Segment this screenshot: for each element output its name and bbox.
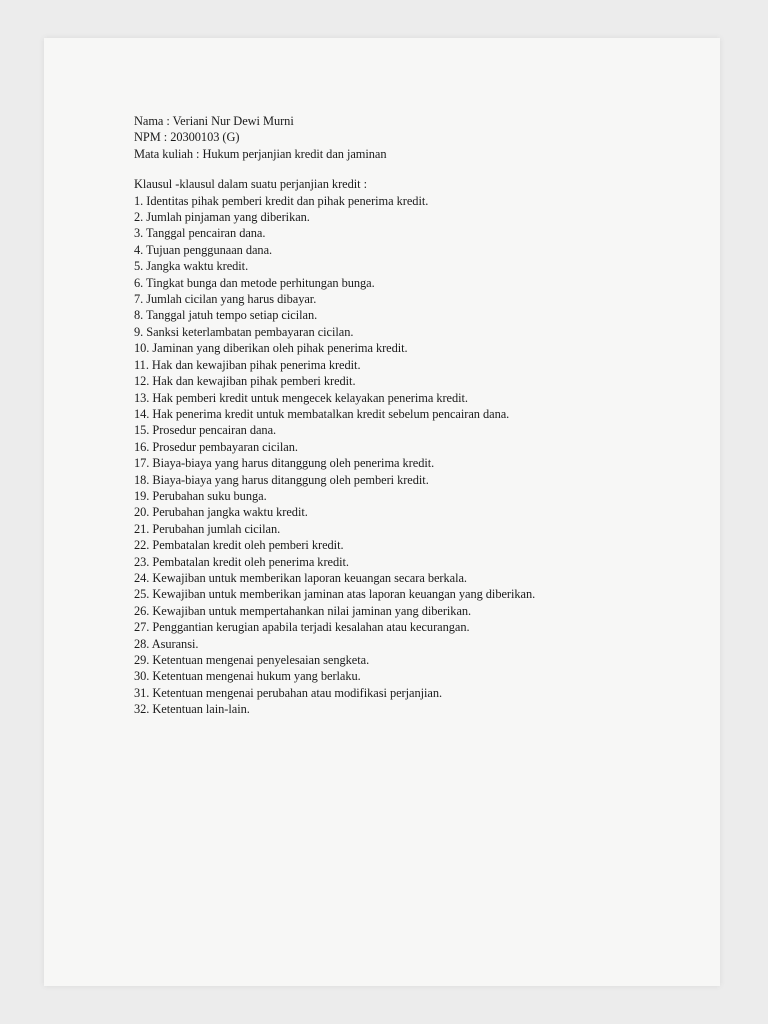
list-item: 4. Tujuan penggunaan dana. [134, 242, 273, 257]
student-npm: NPM : 20300103 (G) [134, 130, 240, 145]
list-item: 19. Perubahan suku bunga. [134, 488, 267, 503]
clause-list [134, 193, 614, 718]
list-item: 12. Hak dan kewajiban pihak pemberi kredit. [134, 374, 356, 389]
list-item: 29. Ketentuan mengenai penyelesaian sengketa. [134, 653, 370, 667]
student-name: Nama : Veriani Nur Dewi Murni [134, 114, 294, 128]
list-item: 25. Kewajiban untuk memberikan jaminan atas laporan keuangan yang diberikan. [134, 587, 536, 602]
list-item: 15. Prosedur pencairan dana. [134, 423, 277, 438]
list-item: 9. Sanksi keterlambatan pembayaran cicilan. [134, 324, 354, 339]
list-item: 24. Kewajiban untuk memberikan laporan keuangan secara berkala. [134, 570, 467, 585]
list-item: 28. Asuransi. [134, 636, 199, 651]
list-item: 31. Ketentuan mengenai perubahan atau modifikasi perjanjian. [134, 685, 443, 700]
list-item: 26. Kewajiban untuk mempertahankan nilai jaminan yang diberikan. [134, 603, 472, 618]
list-item: 1. Identitas pihak pemberi kredit dan pihak penerima kredit. [134, 193, 429, 208]
list-item: 32. Ketentuan lain-lain. [134, 702, 250, 717]
list-item: 2. Jumlah pinjaman yang diberikan. [134, 210, 310, 225]
list-item: 22. Pembatalan kredit oleh pemberi kredit. [134, 538, 344, 553]
list-item: 20. Perubahan jangka waktu kredit. [134, 505, 308, 520]
list-item: 5. Jangka waktu kredit. [134, 259, 249, 274]
list-item: 18. Biaya-biaya yang harus ditanggung oleh pemberi kredit. [134, 472, 429, 487]
list-item: 8. Tanggal jatuh tempo setiap cicilan. [134, 308, 318, 323]
list-item: 11. Hak dan kewajiban pihak penerima kredit. [134, 357, 361, 372]
list-item: 17. Biaya-biaya yang harus ditanggung oleh penerima kredit. [134, 456, 435, 471]
list-item: 10. Jaminan yang diberikan oleh pihak penerima kredit. [134, 341, 408, 356]
list-item: 16. Prosedur pembayaran cicilan. [134, 439, 298, 454]
list-item: 23. Pembatalan kredit oleh penerima kredit. [134, 554, 349, 569]
list-item: 6. Tingkat bunga dan metode perhitungan bunga. [134, 275, 375, 290]
course-name: Mata kuliah : Hukum perjanjian kredit dan jaminan [134, 146, 387, 161]
list-item: 27. Penggantian kerugian apabila terjadi kesalahan atau kecurangan. [134, 620, 470, 635]
list-item: 30. Ketentuan mengenai hukum yang berlaku. [134, 669, 361, 684]
list-item: 13. Hak pemberi kredit untuk mengecek kelayakan penerima kredit. [134, 390, 468, 405]
list-item: 21. Perubahan jumlah cicilan. [134, 521, 281, 536]
list-item: 7. Jumlah cicilan yang harus dibayar. [134, 292, 317, 307]
document-body [134, 113, 614, 718]
list-intro: Klausul -klausul dalam suatu perjanjian kredit : [134, 177, 367, 192]
list-item: 3. Tanggal pencairan dana. [134, 226, 266, 241]
list-item: 14. Hak penerima kredit untuk membatalkan kredit sebelum pencairan dana. [134, 406, 510, 421]
header-block [134, 113, 614, 162]
